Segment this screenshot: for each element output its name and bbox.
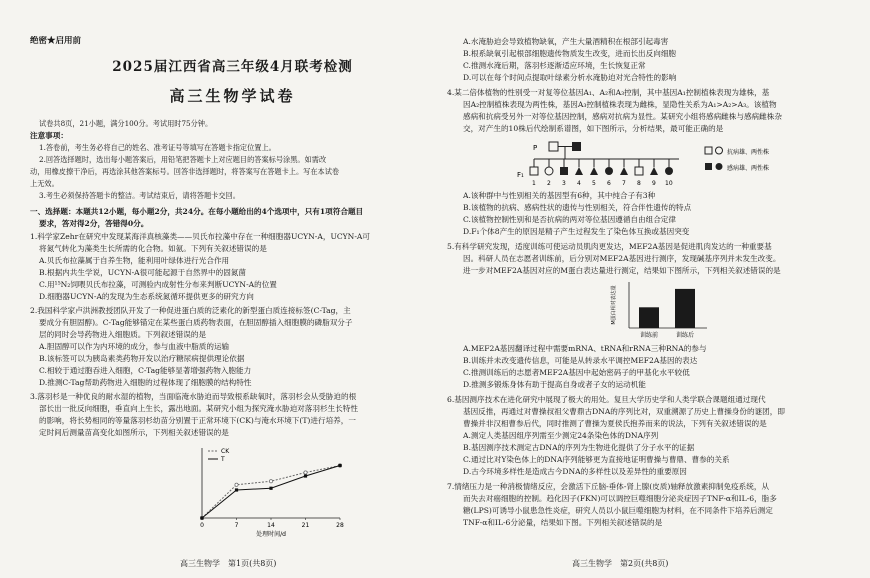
question-3-option: C.推测水淹后期，落羽杉逐渐适应环境，生长恢复正常	[463, 61, 646, 70]
svg-text:P: P	[533, 144, 538, 152]
seedling-height-chart	[180, 440, 350, 540]
question-2-option: C.相较于通过胞吞进入细胞，C-Tag能够显著增强药物入胞能力	[39, 366, 252, 375]
x-axis-label: 处理时间/d	[256, 531, 286, 538]
question-1-option: B.根据内共生学说，UCYN-A很可能起源于自然界中的固氮菌	[39, 268, 246, 277]
data-point	[235, 488, 238, 491]
question-6-option: D.古今环境多样性是造成古今DNA的多样性以及差异性的重要原因	[463, 467, 687, 476]
data-point	[235, 483, 238, 486]
question-7-stem: 7.情绪压力是一种消极情绪反应，会激活下丘脑-垂体-肾上腺(皮质)轴释放激素抑制免疫系统，从	[447, 482, 770, 491]
bar-训练前	[639, 307, 659, 328]
data-point	[304, 474, 307, 477]
section-heading: 一、选择题：本题共12小题，每小题2分，共24分。在每小题给出的4个选项中，只有1项符合题目	[30, 207, 364, 216]
svg-text:2: 2	[547, 180, 551, 187]
question-2-stem: 2.我国科学家卢洪洲教授团队开发了一种促进蛋白质的泛素化的新型蛋白质连接标签(C-Tag，主	[30, 306, 351, 315]
question-5-stem: 进一步对MEF2A基因对应的M蛋白表达量进行测定，结果如下图所示，下列相关叙述错误的是	[463, 266, 781, 275]
m-protein-bar-chart	[607, 278, 717, 340]
note-line: 上无效。	[30, 179, 59, 188]
question-4-stem: 感病和抗病受另外一对等位基因控制，感病对抗病为显性。某研究小组将感病雌株与感病雌株杂	[463, 112, 782, 121]
secret-label: 绝密★启用前	[30, 36, 82, 46]
question-6-option: C.通过比对Y染色体上的DNA序列能够更为直接地证明曹操与曹鼎、曹参的关系	[463, 455, 730, 464]
notes-heading: 注意事项：	[30, 131, 68, 140]
svg-text:F₁: F₁	[517, 171, 524, 179]
note-line: 2.回答选择题时，选出每小题答案后，用铅笔把答题卡上对应题目的答案标号涂黑。如需改	[39, 155, 327, 164]
question-4-stem: 因A₂控制植株表现为两性株，基因A₃控制植株表现为雌株，显隐性关系为A₁>A₂>A₃。该植物	[463, 100, 777, 109]
subject-title: 高三生物学试卷	[169, 87, 296, 105]
svg-text:8: 8	[637, 180, 641, 187]
question-1-option: C.用¹⁵N₂饲喂贝氏布拉藻，可测验内成射性分布来判断UCYN-A的位置	[39, 280, 277, 289]
question-4-option: B.该植物的抗病、感病性状的遗传与性别相关，符合伴性遗传的特点	[463, 203, 692, 212]
note-line: 3.考生必须保持答题卡的整洁。考试结束后，请将答题卡交回。	[39, 191, 240, 200]
legend-label: T	[221, 456, 225, 463]
exam-title: 2025届江西省高三年级4月联考检测	[112, 59, 353, 75]
series-line-T	[202, 466, 340, 519]
question-5-option: B.训练并未改变遗传信息，可能是从转录水平调控MEF2A基因的表达	[463, 356, 698, 365]
svg-text:3: 3	[562, 180, 566, 187]
data-point	[200, 516, 203, 519]
legend-resistant: 抗病雄、两性株	[727, 149, 770, 156]
question-2-option: B.该标签可以为胰岛素类药物开发以治疗糖尿病提供理论依据	[39, 354, 245, 363]
page-footer: 高三生物学 第2页(共8页)	[572, 559, 669, 568]
page-footer: 高三生物学 第1页(共8页)	[180, 559, 277, 568]
svg-text:10: 10	[665, 180, 673, 187]
x-tick-label: 28	[336, 522, 344, 529]
data-point	[338, 464, 341, 467]
svg-text:9: 9	[652, 180, 656, 187]
question-6-option: B.基因测序技术测定古DNA的序列为生物进化提供了分子水平的证据	[463, 443, 695, 452]
right-page	[447, 0, 857, 578]
question-7-stem: 糖(LPS)可诱导小鼠患急性炎症，研究人员以小鼠巨噬细胞为材料，在不同条件下培养后测定	[463, 506, 773, 515]
category-label: 训练前	[639, 332, 659, 339]
question-3-option: D.可以在每个时间点提取叶绿素分析水淹胁迫对光合特性的影响	[463, 73, 677, 82]
question-5-stem: 5.有科学研究发现，适度训练可使运动员肌肉更发达，MEF2A基因是促进肌肉发达的一种重要基	[447, 242, 772, 251]
x-tick-label: 21	[301, 522, 310, 529]
note-line: 1.答卷前，考生务必将自己的姓名、准考证号等填写在答题卡指定位置上。	[39, 143, 276, 152]
question-4-option: A.该种群中与性别相关的基因型有6种，其中纯合子有3种	[463, 191, 656, 200]
question-2-option: A.胆固醇可以作为内环境的成分，参与血液中脂质的运输	[39, 342, 230, 351]
question-3-stem: 3.落羽杉是一种优良的耐水湿的植物，当面临淹水胁迫而导致根系缺氧时，落羽杉会从受胁迫的根	[30, 392, 357, 401]
svg-text:5: 5	[592, 180, 596, 187]
question-3-stem: 的影响，将长势相同的等量落羽杉幼苗分别置于正常环境下(CK)与淹水环境下(T)进行培养，一	[39, 416, 356, 425]
question-2-stem: 要成分有胆固醇)。C-Tag能够锚定在某些蛋白质药物表面，在胆固醇插入细胞膜的磷脂双分子	[39, 318, 353, 327]
question-1-stem: 将氮气转化为藻类生长所需的化合物。如氨。下列有关叙述错误的是	[39, 244, 267, 253]
question-6-stem: 基因反推，再通过对曹操叔祖父曹鼎古DNA的序列比对，双重溯源了历史上曹操身份的谜团，即	[463, 407, 785, 416]
question-4-option: C.该植物控制性别和是否抗病的两对等位基因遵循自由组合定律	[463, 215, 676, 224]
question-6-option: A.测定人类基因组序列需至少测定24条染色体的DNA序列	[463, 431, 659, 440]
series-line-CK	[202, 466, 340, 519]
question-3-stem: 定时间后测量苗高变化如图所示，下列相关叙述错误的是	[39, 428, 229, 437]
note-line: 动，用橡皮擦干净后，再选涂其他答案标号。回答非选择题时，将答案写在答题卡上。写在本试卷	[30, 167, 340, 176]
question-7-stem: TNF-α和IL-6分泌量，结果如下图。下列相关叙述错误的是	[463, 518, 663, 527]
data-point	[269, 480, 272, 483]
question-4-stem: 4.某二倍体植物的性别受一对复等位基因A₁、A₂和A₃控制，其中基因A₁控制植株表现为雄株，基	[447, 88, 770, 97]
question-1-option: D.细胞器UCYN-A的发现为生态系统氮循环提供更多的研究方向	[39, 292, 254, 301]
section-heading: 要求，答对得2分，答错得0分。	[39, 219, 149, 228]
svg-text:1: 1	[532, 180, 536, 187]
question-6-stem: 曹操并非汉相曹参后代，同时推测了曹操为夏侯氏抱养而来的说法，下列有关叙述错误的是	[463, 419, 767, 428]
question-4-stem: 交，对产生的10株后代绘制系谱图，如下图所示，分析结果，最可能正确的是	[463, 124, 724, 133]
y-axis-label: M蛋白相对表达量	[611, 285, 617, 325]
question-4-option: D.F₁个体8产生的原因是精子产生过程发生了染色体互换或基因突变	[463, 227, 690, 236]
svg-text:7: 7	[622, 180, 626, 187]
category-label: 训练后	[675, 332, 695, 339]
x-tick-label: 14	[267, 522, 275, 529]
pedigree-diagram	[517, 137, 847, 189]
legend-label: CK	[221, 448, 230, 455]
bar-训练后	[675, 289, 695, 328]
left-page	[30, 0, 435, 578]
data-point	[304, 471, 307, 474]
x-tick-label: 0	[200, 522, 204, 529]
question-2-stem: 层的同时会导药物进入细胞质。下列叙述错误的是	[39, 330, 207, 339]
question-1-option: A.贝氏布拉藻属于自养生物，能利用叶绿体进行光合作用	[39, 256, 230, 265]
question-5-option: C.推测训练后的志愿者MEF2A基因中起始密码子的甲基化水平较低	[463, 368, 690, 377]
question-3-stem: 部长出一批反向细胞，垂直向上生长，露出地面。某研究小组为探究淹水胁迫对落羽杉生长特性	[39, 404, 358, 413]
question-6-stem: 6.基因测序技术在进化研究中展现了极大的用处。复旦大学历史学和人类学联合课题组通过现代	[447, 395, 766, 404]
question-5-stem: 因。科研人员在志愿者训练前，后分别对MEF2A基因进行测序，发现碱基序列并未发生改变。	[463, 254, 781, 263]
data-point	[269, 487, 272, 490]
question-1-stem: 1.科学家Zehr在研究中发现某海洋真核藻类——贝氏布拉藻中存在一种细胞器UCYN-A，UCYN-A可	[30, 232, 370, 241]
svg-text:4: 4	[577, 180, 581, 187]
question-5-option: D.推测多锻炼身体有助于提高自身或者子女的运动机能	[463, 380, 646, 389]
question-3-option: A.水淹胁迫会导致植物缺氧，产生大量酒精积在根部引起毒害	[463, 37, 669, 46]
question-7-stem: 而失去对癌细胞的控制。趋化因子(FKN)可以调控巨噬细胞分泌炎症因子TNF-α和IL-6，脂多	[463, 494, 777, 503]
legend-susceptible: 感病雄、两性株	[727, 165, 770, 172]
svg-text:6: 6	[607, 180, 611, 187]
exam-info: 试卷共8页，21小题，满分100分。考试用时75分钟。	[39, 119, 213, 128]
question-3-option: B.根系缺氧引起根部细胞遗传物质发生改变，进而长出反向细胞	[463, 49, 677, 58]
question-5-option: A.MEF2A基因翻译过程中需要mRNA、tRNA和rRNA三种RNA的参与	[463, 344, 707, 353]
x-tick-label: 7	[234, 522, 239, 529]
question-2-option: D.推测C-Tag帮助药物进入细胞的过程体现了细胞膜的结构特性	[39, 378, 252, 387]
